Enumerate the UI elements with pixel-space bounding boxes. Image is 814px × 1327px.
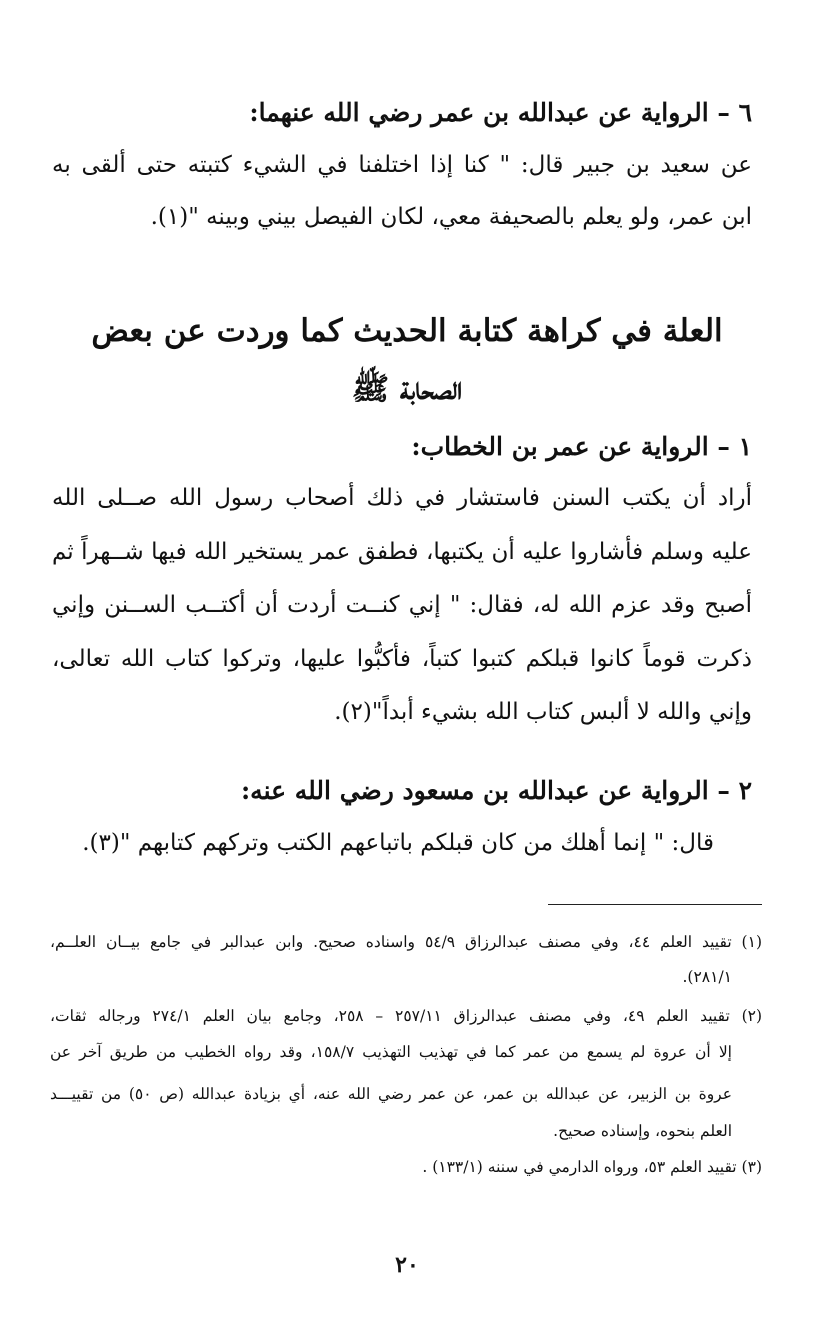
footnote-1-line: ٢٨١/١). (682, 968, 732, 986)
section-6-text-line-2: ابن عمر، ولو يعلم بالصحيفة معي، لكان الفيصل بيني وبينه "(١). (150, 204, 752, 230)
footnote-2-line: العلم بنحوه، وإسناده صحيح. (553, 1122, 732, 1140)
footnote-2-line: (٢) تقييد العلم ٤٩، وفي مصنف عبدالرزاق ٢٥٧/١١ – ٢٥٨، وجامع بيان العلم ٢٧٤/١ ورجاله ثقات، (50, 1007, 763, 1025)
section-1-heading: ١ – الرواية عن عمر بن الخطاب: (411, 432, 752, 461)
section-6-text-line-1: عن سعيد بن جبير قال: " كنا إذا اختلفنا في الشيء كتبته حتى ألقى به (52, 152, 752, 178)
section-2-text-line: قال: " إنما أهلك من كان قبلكم باتباعهم الكتب وتركهم كتابهم "(٣). (82, 830, 714, 856)
footnote-separator (548, 904, 762, 905)
page-number: ٢٠ (395, 1252, 419, 1278)
section-1-text-line: عليه وسلم فأشاروا عليه أن يكتبها، فطفق عمر يستخير الله فيها شــهراً ثم (52, 539, 752, 565)
footnote-1-line: (١) تقييد العلم ٤٤، وفي مصنف عبدالرزاق ٥٤/٩ واسناده صحيح. وابن عبدالبر في جامع بيــان العلــم، (50, 933, 762, 951)
footnote-3-line: (٣) تقييد العلم ٥٣، ورواه الدارمي في سننه (١٣٣/١) . (422, 1158, 762, 1176)
main-heading-line-2: الصحابة ﷺ (351, 371, 463, 407)
section-6-heading: ٦ – الرواية عن عبدالله بن عمر رضي الله عنهما: (249, 98, 752, 127)
section-1-text-line: ذكرت قوماً كانوا قبلكم كتبوا كتباً، فأكبُّوا عليها، وتركوا كتاب الله تعالى، (52, 646, 752, 672)
footnote-2-line: إلا أن عروة لم يسمع من عمر كما في تهذيب التهذيب ١٥٨/٧، وقد رواه الخطيب من طريق آخر عن (50, 1043, 732, 1061)
section-2-heading: ٢ – الرواية عن عبدالله بن مسعود رضي الله عنه: (240, 776, 752, 805)
section-1-text-line: أراد أن يكتب السنن فاستشار في ذلك أصحاب رسول الله صــلى الله (52, 485, 752, 511)
footnote-2-line: عروة بن الزبير، عن عبدالله بن عمر، عن عمر رضي الله عنه، أي بزيادة عبدالله (ص ٥٠) من تقييـــد (50, 1085, 732, 1103)
main-heading-line-1: العلة في كراهة كتابة الحديث كما وردت عن بعض (91, 313, 723, 349)
section-1-text-line: وإني والله لا ألبس كتاب الله بشيء أبداً"(٢). (334, 699, 752, 725)
section-1-text-line: أصبح وقد عزم الله له، فقال: " إني كنــت أردت أن أكتــب الســنن وإني (52, 592, 752, 618)
